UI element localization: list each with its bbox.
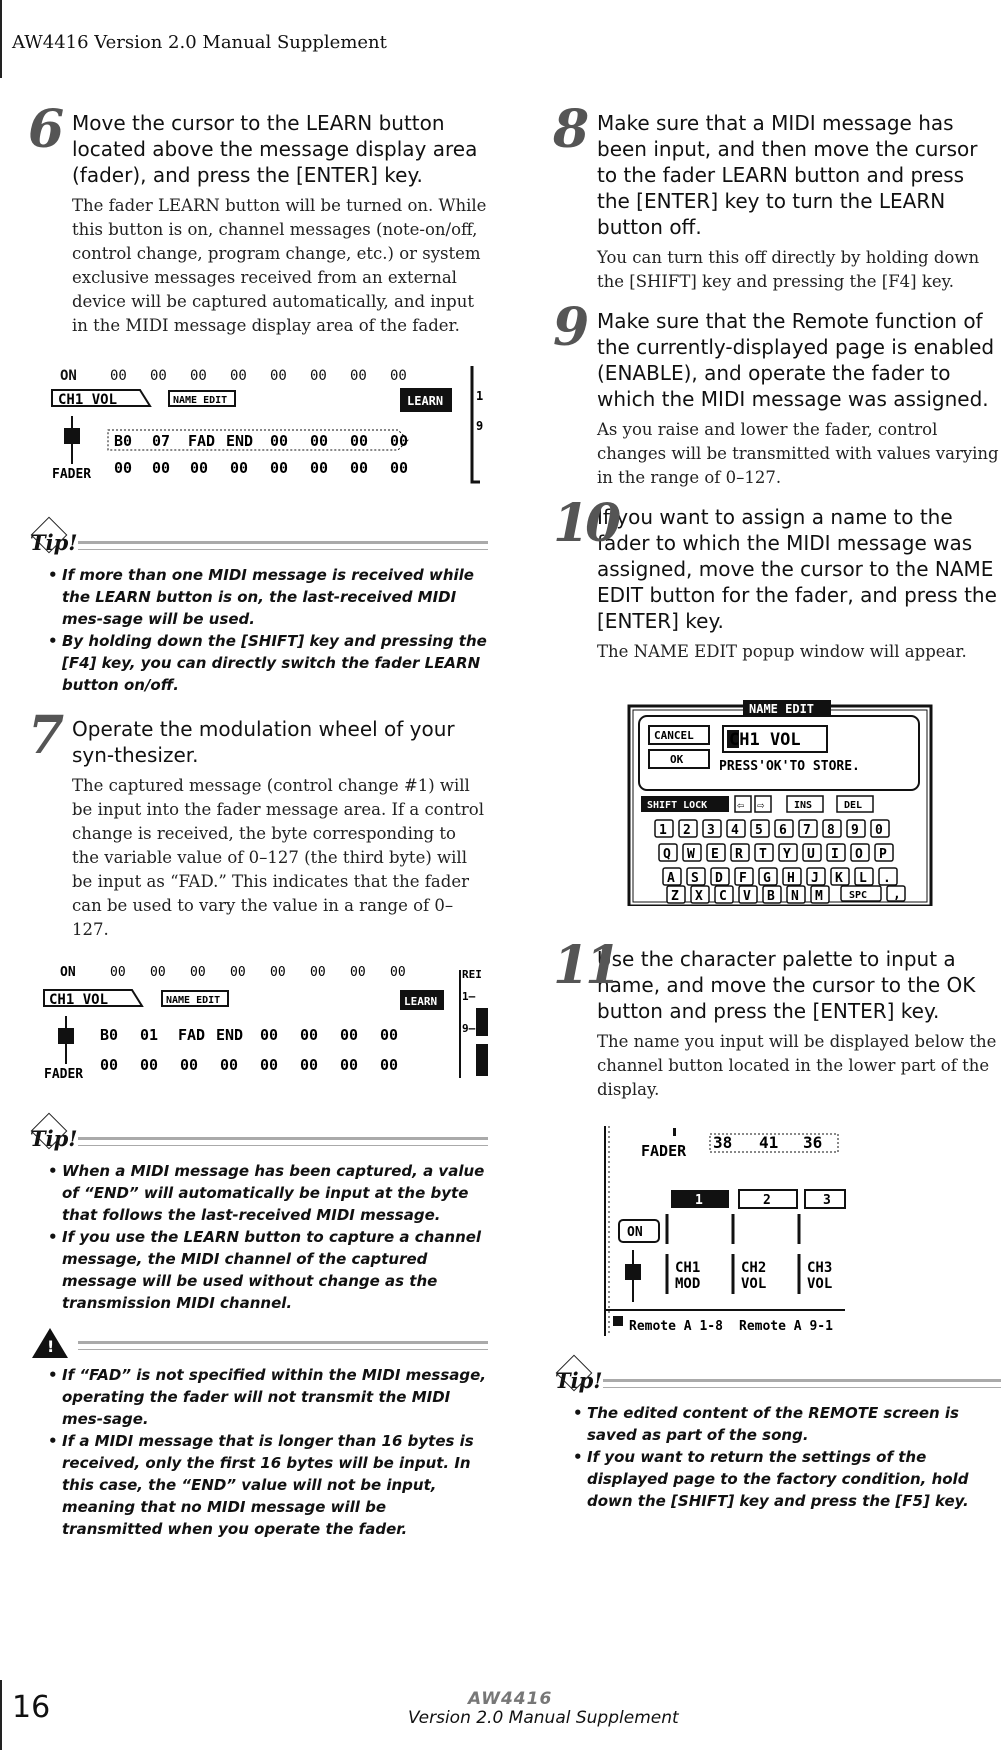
svg-text:9: 9 [476,419,484,433]
svg-text:I: I [831,847,839,862]
svg-text:00: 00 [260,1026,279,1044]
tip-item: • The edited content of the REMOTE screen is saved as part of the song. [573,1402,1001,1446]
svg-text:00: 00 [270,459,289,477]
svg-text:B0: B0 [114,432,133,450]
key-f[interactable] [735,868,753,886]
svg-text:CH3: CH3 [807,1260,833,1276]
svg-text:36: 36 [803,1133,823,1152]
svg-text:X: X [695,889,703,904]
key-n[interactable] [787,886,805,904]
page-number: 16 [12,1690,51,1725]
key-o[interactable] [851,844,869,862]
step-number: 10 [553,493,618,554]
step-body: The captured message (control change #1) will be input into the fader message area. If a control change is received, the byte corresponding to the variable value of 0–127 (the third byte) will be input as “FAD.” This indicates that the fader can be used to vary the value in a range of 0–127. [72,776,484,939]
key-u[interactable] [803,844,821,862]
svg-text:V: V [743,889,751,904]
step-7 [28,705,488,942]
popup-title: NAME EDIT [749,702,815,716]
page-footer [0,1680,1004,1753]
key-3[interactable] [703,820,721,838]
svg-text:P: P [879,847,887,862]
svg-text:00: 00 [300,1056,319,1074]
svg-text:00: 00 [310,432,329,450]
key-j[interactable] [807,868,825,886]
svg-text:00: 00 [180,1056,199,1074]
svg-text:00: 00 [380,1026,399,1044]
svg-text:00: 00 [310,459,329,477]
svg-text:DEL: DEL [844,800,863,811]
tip-rule [78,1137,488,1146]
key-comma[interactable] [887,886,905,902]
key-0[interactable] [871,820,889,838]
key-b[interactable] [763,886,781,904]
svg-text:00: 00 [350,368,367,384]
key-2[interactable] [679,820,697,838]
key-i[interactable] [827,844,845,862]
svg-text:T: T [759,847,767,862]
tip-item: • When a MIDI message has been captured, a value of “END” will automatically be input at the byte that follows the last-received MIDI message. [48,1160,488,1226]
svg-text:S: S [691,871,699,886]
lcd-name-edit-popup [553,686,1001,906]
svg-text:A: A [667,871,675,886]
key-6[interactable] [775,820,793,838]
key-4[interactable] [727,820,745,838]
tip-box-2 [28,1124,488,1314]
svg-text:B: B [767,889,775,904]
step-number: 8 [553,99,586,160]
svg-text:00: 00 [230,459,249,477]
key-y[interactable] [779,844,797,862]
step-6 [28,99,488,338]
svg-text:00: 00 [350,965,366,980]
lcd-name-edit-button: NAME EDIT [166,995,221,1006]
svg-text:00: 00 [100,1056,119,1074]
step-number: 11 [553,935,618,996]
step-body: As you raise and lower the fader, control changes will be transmitted with values varying in the range of 0–127. [597,420,999,487]
step-body: The name you input will be displayed below the channel button located in the lower part of the display. [597,1032,997,1099]
key-p[interactable] [875,844,893,862]
key-period[interactable] [879,868,897,886]
key-r[interactable] [731,844,749,862]
svg-text:MOD: MOD [675,1276,701,1292]
svg-text:R: R [735,847,743,862]
tip-icon: Tip! [30,1126,78,1151]
svg-text:00: 00 [230,368,247,384]
svg-text:00: 00 [230,965,246,980]
svg-text:CH1 VOL: CH1 VOL [729,730,801,750]
svg-text:00: 00 [340,1056,359,1074]
key-g[interactable] [759,868,777,886]
tip-item: • If you use the LEARN button to capture a channel message, the MIDI channel of the captured message will be used without change as the transmission MIDI channel. [48,1226,488,1314]
key-t[interactable] [755,844,773,862]
lcd-fader-label: FADER [52,467,92,482]
tip-item: • By holding down the [SHIFT] key and pressing the [F4] key, you can directly switch the fader LEARN button on/off. [48,630,488,696]
svg-text:00: 00 [390,432,409,450]
fader-icon [64,416,80,464]
svg-text:FADER: FADER [44,1067,84,1082]
svg-text:00: 00 [260,1056,279,1074]
svg-text:ON: ON [627,1225,643,1240]
key-d[interactable] [711,868,729,886]
svg-text:N: N [791,889,799,904]
svg-text:5: 5 [755,823,763,838]
svg-text:01: 01 [140,1026,159,1044]
svg-text:00: 00 [310,368,327,384]
svg-text:00: 00 [150,965,166,980]
svg-text:SPC: SPC [849,890,868,901]
svg-text:00: 00 [150,368,167,384]
page-header [0,0,1004,80]
step-number: 9 [553,297,586,358]
svg-text:B0: B0 [100,1026,119,1044]
svg-text:CANCEL: CANCEL [654,729,694,742]
key-e[interactable] [707,844,725,862]
aw4416-logo: AW4416 [468,1689,553,1709]
svg-text:00: 00 [390,965,406,980]
arrow-right-icon: ⇨ [757,798,765,812]
svg-text:CH2: CH2 [741,1260,767,1276]
svg-text:00: 00 [350,459,369,477]
step-number: 6 [28,99,61,160]
svg-text:9–: 9– [462,1022,476,1035]
svg-text:.: . [883,871,891,886]
popup-hint: PRESS'OK'TO STORE. [719,759,860,774]
key-7[interactable] [799,820,817,838]
lcd-message-row-1 [114,432,408,450]
svg-text:00: 00 [114,459,133,477]
footer-caption: Version 2.0 Manual Supplement [408,1708,679,1728]
lcd-message-row-1 [100,1026,398,1044]
svg-text:FADER: FADER [641,1142,687,1160]
step-heading: Move the cursor to the LEARN button located above the message display area (fader), and press the [ENTER] key. [72,111,478,187]
lcd-channel-button: CH1 VOL [58,392,118,408]
arrow-left-icon: ⇦ [737,798,745,812]
fader-icon [625,1250,641,1302]
svg-text:9: 9 [851,823,859,838]
svg-text:00: 00 [140,1056,159,1074]
svg-text:00: 00 [270,965,286,980]
tip-item: • If more than one MIDI message is received while the LEARN button is on, the last-received MIDI mes-sage will be used. [48,564,488,630]
svg-text:41: 41 [759,1133,779,1152]
svg-text:O: O [855,847,863,862]
svg-text:1: 1 [659,823,667,838]
lcd-message-row-2 [114,459,408,477]
svg-text:Y: Y [783,847,791,862]
key-m[interactable] [811,886,829,904]
svg-text:D: D [715,871,723,886]
lcd-top-row [110,368,407,384]
tip-rule [78,541,488,550]
svg-text:00: 00 [110,368,127,384]
step-body: You can turn this off directly by holding down the [SHIFT] key and pressing the [F4] key. [597,248,980,291]
key-a[interactable] [663,868,681,886]
key-9[interactable] [847,820,865,838]
svg-text:VOL: VOL [741,1276,767,1292]
key-8[interactable] [823,820,841,838]
svg-text:00: 00 [152,459,171,477]
fader-icon [58,1016,74,1064]
left-column [28,99,488,1540]
svg-text:00: 00 [270,432,289,450]
key-l[interactable] [855,868,873,886]
key-space[interactable] [841,886,881,901]
svg-text:SHIFT LOCK: SHIFT LOCK [647,800,708,811]
warning-icon: ! [32,1328,68,1358]
lcd-learn-button: LEARN [407,394,444,408]
svg-text:H: H [787,871,795,886]
svg-text:00: 00 [300,1026,319,1044]
svg-text:1–: 1– [462,990,476,1003]
tip-box-3 [553,1366,1001,1512]
step-heading: Make sure that the Remote function of the currently-displayed page is enabled (ENABLE), and operate the fader to which the MIDI message was assigned. [597,309,995,411]
key-5[interactable] [751,820,769,838]
svg-text:E: E [711,847,719,862]
svg-text:G: G [763,871,771,886]
svg-text:INS: INS [794,800,813,811]
lcd-channel-button: CH1 VOL [49,992,109,1008]
key-q[interactable] [659,844,677,862]
tip-item: • If “FAD” is not specified within the MIDI message, operating the fader will not transmit the MIDI mes-sage. [48,1364,488,1430]
lcd-fader-learn-on [28,364,488,484]
lcd-on-label: ON [60,368,77,384]
tip-box-1 [28,528,488,696]
svg-text:3: 3 [823,1193,831,1208]
step-heading: Operate the modulation wheel of your syn-thesizer. [72,717,455,767]
lcd-message-row-2 [100,1056,398,1074]
svg-text:00: 00 [190,368,207,384]
svg-text:4: 4 [731,823,739,838]
step-heading: Use the character palette to input a name, and move the cursor to the OK button and press the [ENTER] key. [597,947,976,1023]
tab-remote-a-1-8[interactable]: Remote A 1-8 [629,1319,723,1334]
tip-item: • If you want to return the settings of the displayed page to the factory condition, hold down the [SHIFT] key and press the [F5] key. [573,1446,1001,1512]
svg-text:00: 00 [380,1056,399,1074]
svg-text:00: 00 [390,459,409,477]
svg-text:FAD: FAD [188,432,216,450]
svg-text:6: 6 [779,823,787,838]
svg-text:1: 1 [695,1193,703,1208]
footer-rule [0,1680,2,1750]
tab-remote-a-9[interactable]: Remote A 9-1 [739,1319,833,1334]
svg-text:CH1: CH1 [675,1260,701,1276]
svg-text:W: W [687,847,695,862]
svg-text:00: 00 [310,965,326,980]
svg-text:F: F [739,871,747,886]
svg-text:00: 00 [270,368,287,384]
right-column [553,99,1001,1512]
step-9 [553,297,1001,490]
svg-text:00: 00 [390,368,407,384]
svg-text:1: 1 [476,389,484,403]
channel-name-labels [675,1260,832,1292]
header-title: AW4416 Version 2.0 Manual Supplement [12,32,387,53]
key-h[interactable] [783,868,801,886]
lcd-name-edit-button: NAME EDIT [173,395,228,406]
svg-text:00: 00 [220,1056,239,1074]
tip-icon: Tip! [30,530,78,555]
svg-text:00: 00 [190,459,209,477]
lcd-fader-captured [28,964,488,1084]
svg-text:8: 8 [827,823,835,838]
step-number: 7 [28,705,61,766]
svg-text:M: M [815,889,823,904]
svg-text:J: J [811,871,819,886]
key-v[interactable] [739,886,757,904]
tip-rule [78,1341,488,1350]
svg-text:3: 3 [707,823,715,838]
svg-text:K: K [835,871,843,886]
svg-text:Z: Z [671,889,679,904]
step-8 [553,99,1001,294]
step-body: The fader LEARN button will be turned on. While this button is on, channel messages (note-on/off, control change, program change, etc.) or system exclusive messages received from an external device will be captured automatically, and input in the MIDI message display area of the fader. [72,196,487,335]
svg-text:00: 00 [340,1026,359,1044]
header-rule [0,0,2,78]
tip-icon: Tip! [555,1368,603,1393]
svg-text:00: 00 [350,432,369,450]
caution-box [28,1328,488,1540]
svg-text:ON: ON [60,965,76,980]
step-10 [553,493,1001,664]
tip-rule [603,1379,1001,1388]
tip-item: • If a MIDI message that is longer than 16 bytes is received, only the first 16 bytes will be input. In this case, the “END” value will not be input, meaning that no MIDI message will be transmitted when you operate the fader. [48,1430,488,1540]
svg-text:2: 2 [683,823,691,838]
key-x[interactable] [691,886,709,904]
svg-text:VOL: VOL [807,1276,833,1292]
lcd-channel-names [553,1126,1001,1336]
key-w[interactable] [683,844,701,862]
step-heading: Make sure that a MIDI message has been input, and then move the cursor to the fader LEARN button and press the [ENTER] key to turn the LEARN button off. [597,111,978,239]
svg-text:L: L [859,871,867,886]
lcd-learn-button: LEARN [404,995,438,1008]
key-1[interactable] [655,820,673,838]
step-body: The NAME EDIT popup window will appear. [597,642,967,661]
svg-text:END: END [226,432,254,450]
key-z[interactable] [667,886,685,904]
svg-text:REI: REI [462,968,482,981]
svg-text:Q: Q [663,847,671,862]
step-heading: If you want to assign a name to the fader to which the MIDI message was assigned, move the cursor to the NAME EDIT button for the fader, and press the [ENTER] key. [597,505,997,633]
svg-text:,: , [893,887,901,902]
svg-text:FAD: FAD [178,1026,206,1044]
key-k[interactable] [831,868,849,886]
svg-text:2: 2 [763,1193,771,1208]
svg-text:0: 0 [875,823,883,838]
svg-text:38: 38 [713,1133,733,1152]
svg-text:00: 00 [190,965,206,980]
step-11 [553,935,1001,1102]
svg-text:OK: OK [670,753,684,766]
key-s[interactable] [687,868,705,886]
svg-text:END: END [216,1026,244,1044]
key-c[interactable] [715,886,733,904]
svg-text:07: 07 [152,432,171,450]
svg-text:00: 00 [110,965,126,980]
svg-text:7: 7 [803,823,811,838]
svg-text:U: U [807,847,815,862]
svg-text:C: C [719,889,727,904]
